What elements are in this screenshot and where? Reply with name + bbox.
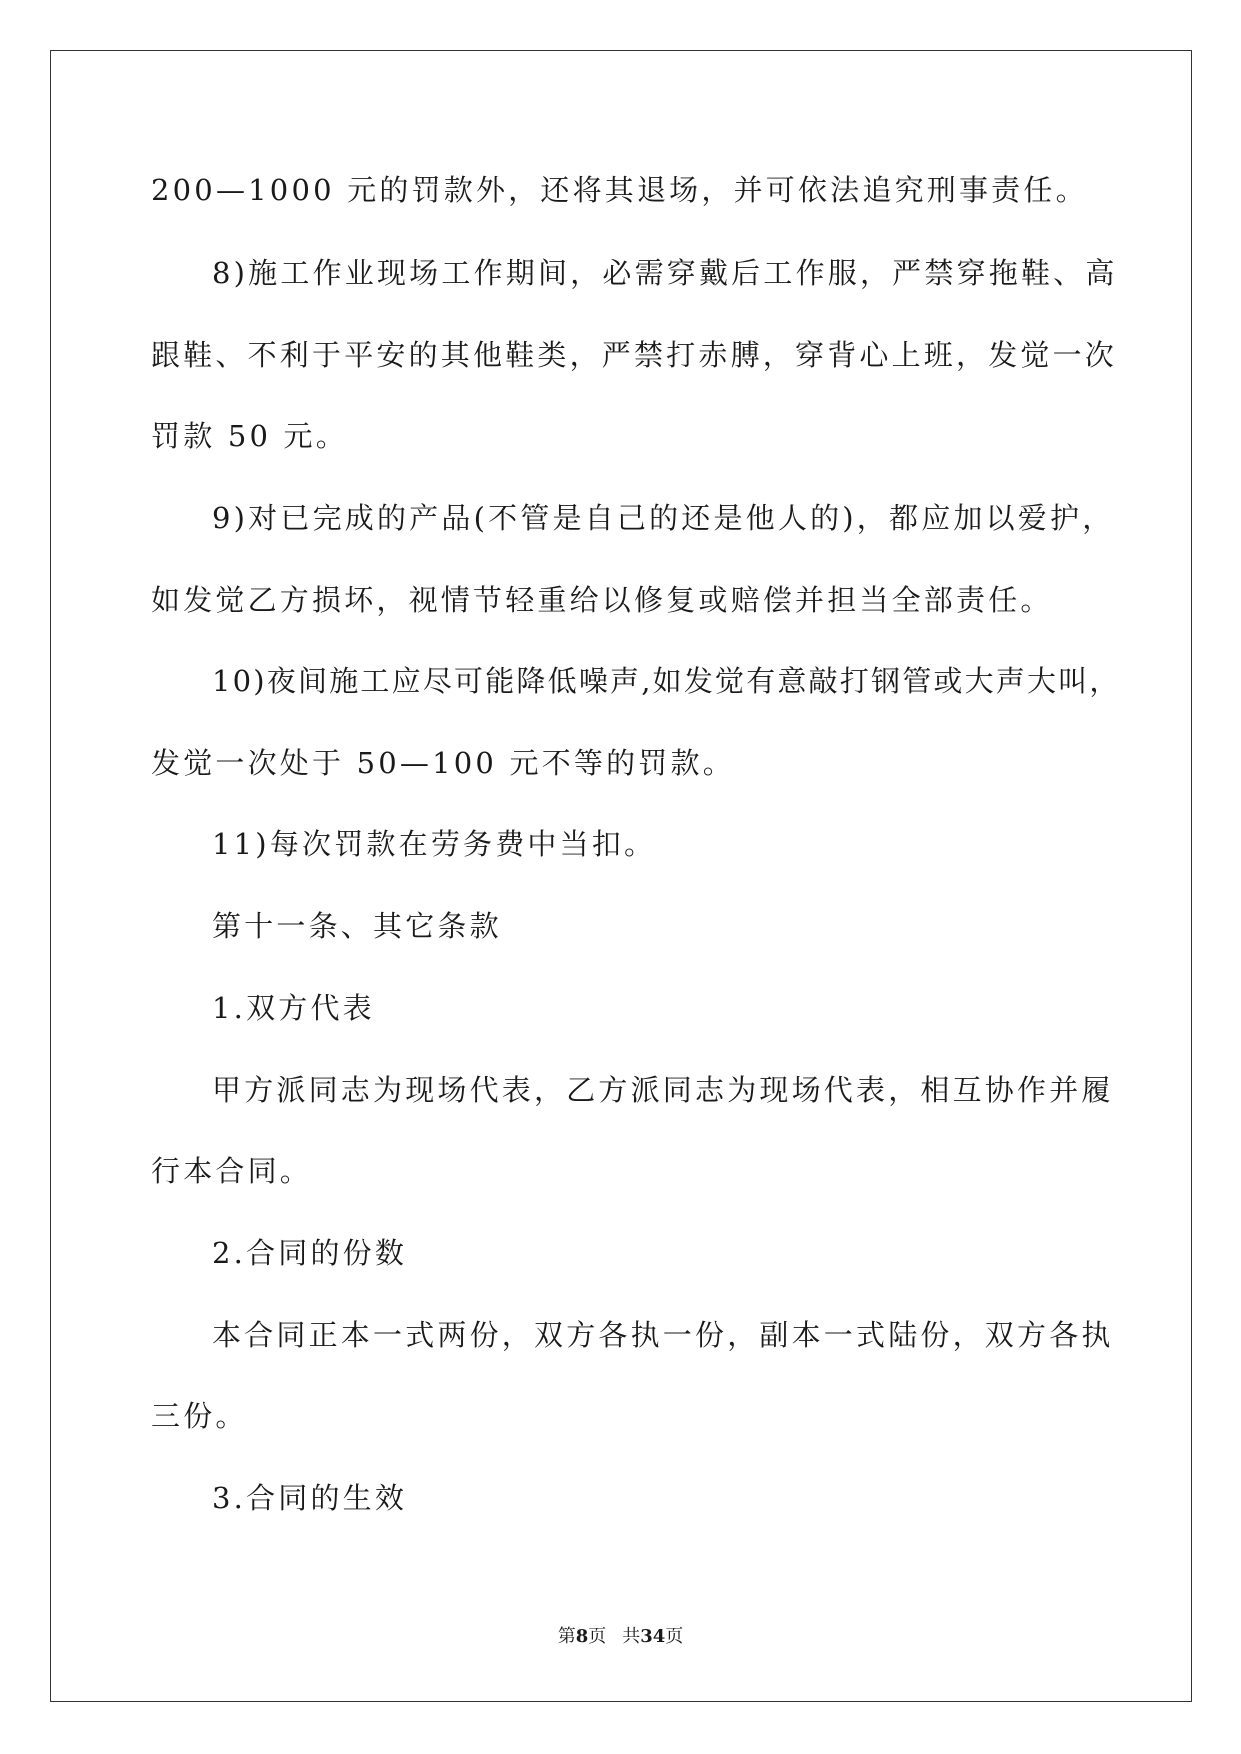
paragraph-line: 行本合同。 — [151, 1154, 313, 1188]
page-total-suffix: 页 — [665, 1626, 684, 1647]
paragraph-line: 本合同正本一式两份，双方各执一份，副本一式陆份，双方各执 — [212, 1318, 1114, 1352]
paragraph-line: 发觉一次处于 50—100 元不等的罚款。 — [151, 746, 735, 780]
page-border — [50, 50, 1192, 1702]
paragraph-line: 11)每次罚款在劳务费中当扣。 — [212, 827, 657, 861]
page-number-prefix: 第 — [557, 1626, 576, 1647]
paragraph-line: 跟鞋、不利于平安的其他鞋类，严禁打赤膊，穿背心上班，发觉一次 — [151, 338, 1118, 372]
section-heading: 第十一条、其它条款 — [212, 909, 502, 943]
paragraph-line: 9)对已完成的产品(不管是自己的还是他人的)，都应加以爱护， — [212, 501, 1115, 535]
paragraph-line: 200—1000 元的罚款外，还将其退场，并可依法追究刑事责任。 — [151, 173, 1088, 207]
page-footer — [0, 1626, 1241, 1648]
page-total: 34 — [640, 1626, 666, 1647]
page-number-suffix: 页 — [588, 1626, 607, 1647]
subsection-heading: 3.合同的生效 — [212, 1481, 408, 1515]
paragraph-line: 8)施工作业现场工作期间，必需穿戴后工作服，严禁穿拖鞋、高 — [212, 256, 1118, 290]
paragraph-line: 如发觉乙方损坏，视情节轻重给以修复或赔偿并担当全部责任。 — [151, 583, 1053, 617]
subsection-heading: 1.双方代表 — [212, 991, 375, 1025]
paragraph-line: 罚款 50 元。 — [151, 419, 348, 453]
page-number-current: 8 — [575, 1626, 589, 1647]
page-total-prefix: 共 — [622, 1626, 641, 1647]
paragraph-line: 三份。 — [151, 1399, 248, 1433]
paragraph-line: 甲方派同志为现场代表，乙方派同志为现场代表，相互协作并履 — [212, 1073, 1114, 1107]
subsection-heading: 2.合同的份数 — [212, 1236, 408, 1270]
paragraph-line: 10)夜间施工应尽可能降低噪声,如发觉有意敲打钢管或大声大叫， — [212, 664, 1121, 698]
